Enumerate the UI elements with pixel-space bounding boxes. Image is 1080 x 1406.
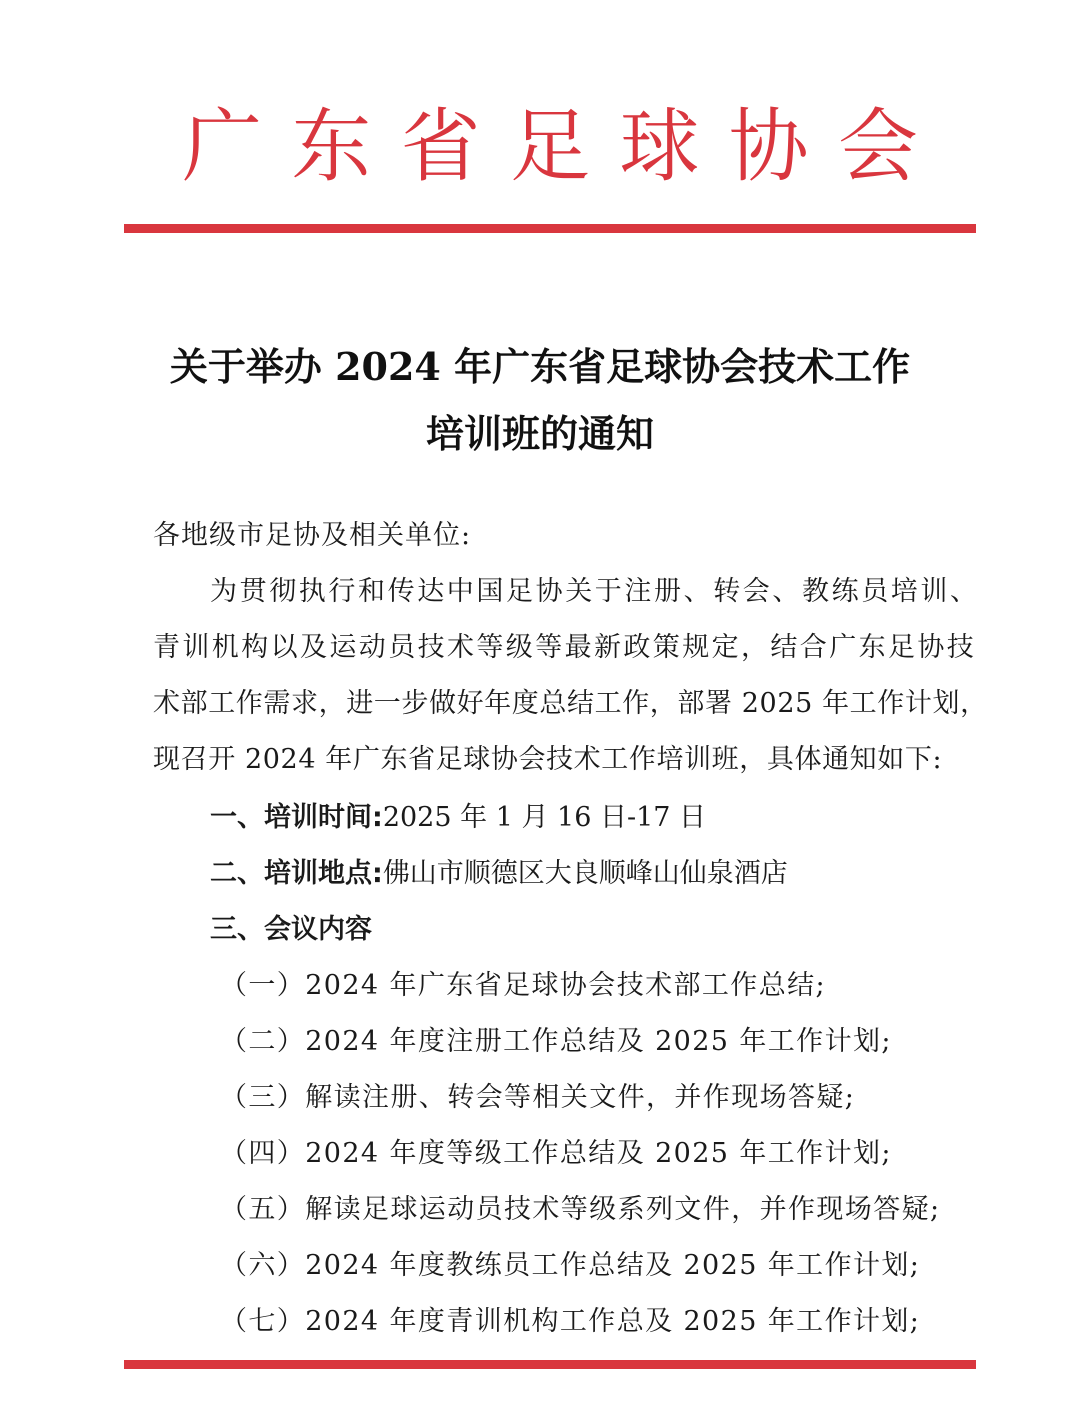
document-title-line-2: 培训班的通知 — [425, 411, 654, 456]
section-label: 三、会议内容 — [210, 914, 372, 945]
agenda-item: （二）2024 年度注册工作总结及 2025 年工作计划; — [220, 1026, 892, 1057]
masthead-char: 东 — [291, 100, 372, 193]
agenda-item: （五）解读足球运动员技术等级系列文件，并作现场答疑; — [220, 1194, 941, 1225]
agenda-item: （七）2024 年度青训机构工作总及 2025 年工作计划; — [220, 1306, 921, 1337]
section-meeting-content — [210, 916, 372, 943]
section-training-location — [210, 860, 788, 887]
section-label: 一、培训时间: — [210, 802, 383, 833]
paragraph-line: 青训机构以及运动员技术等级等最新政策规定，结合广东足协技 — [153, 632, 977, 663]
masthead-red-rule — [124, 224, 976, 233]
footer-red-rule — [124, 1360, 976, 1369]
agenda-item: （四）2024 年度等级工作总结及 2025 年工作计划; — [220, 1138, 892, 1169]
masthead-char: 协 — [728, 100, 809, 193]
section-value: 2025 年 1 月 16 日-17 日 — [382, 802, 707, 833]
agenda-item: （一）2024 年广东省足球协会技术部工作总结; — [220, 970, 826, 1001]
masthead-char: 球 — [619, 100, 700, 193]
masthead-char: 省 — [400, 100, 481, 193]
agenda-item: （六）2024 年度教练员工作总结及 2025 年工作计划; — [220, 1250, 921, 1281]
salutation: 各地级市足协及相关单位: — [153, 520, 472, 551]
section-training-time — [210, 804, 706, 831]
section-label: 二、培训地点: — [210, 858, 383, 889]
masthead-char: 足 — [509, 100, 590, 193]
masthead-char: 广 — [182, 100, 262, 193]
masthead-char: 会 — [837, 100, 918, 193]
paragraph-line: 术部工作需求，进一步做好年度总结工作，部署 2025 年工作计划， — [153, 688, 988, 719]
document-title-line-1: 关于举办 2024 年广东省足球协会技术工作 — [169, 344, 911, 389]
paragraph-line: 现召开 2024 年广东省足球协会技术工作培训班，具体通知如下: — [153, 744, 943, 775]
section-value: 佛山市顺德区大良顺峰山仙泉酒店 — [382, 858, 788, 889]
paragraph-line: 为贯彻执行和传达中国足协关于注册、转会、教练员培训、 — [210, 576, 980, 607]
agenda-item: （三）解读注册、转会等相关文件，并作现场答疑; — [220, 1082, 856, 1113]
masthead-org-name — [120, 92, 980, 202]
